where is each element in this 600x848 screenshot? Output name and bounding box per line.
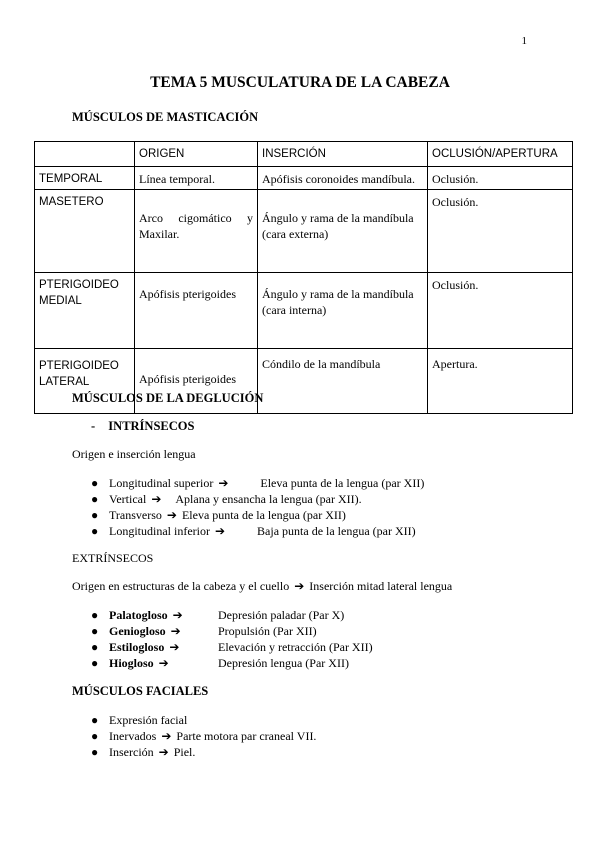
page-title: TEMA 5 MUSCULATURA DE LA CABEZA bbox=[150, 74, 450, 91]
item-desc: Depresión paladar (Par X) bbox=[218, 608, 345, 622]
arrow-right-icon: ➔ bbox=[161, 729, 172, 743]
arrow-right-icon: ➔ bbox=[169, 640, 180, 654]
insertion-line: (cara externa) bbox=[262, 227, 329, 241]
insertion-cell bbox=[258, 190, 428, 273]
insertion-line: Ángulo y rama de la mandíbula bbox=[262, 287, 414, 301]
table-header-row bbox=[35, 142, 573, 167]
list-item bbox=[91, 475, 424, 491]
origin-cell: Línea temporal. bbox=[135, 167, 258, 190]
item-name: Inserción bbox=[109, 745, 154, 759]
extrinsic-origin-a: Origen en estructuras de la cabeza y el cuello bbox=[72, 579, 290, 593]
bullet-icon: ● bbox=[91, 640, 99, 654]
mastication-heading: MÚSCULOS DE MASTICACIÓN bbox=[72, 110, 259, 124]
origin-cell bbox=[135, 190, 258, 273]
insertion-cell: Apófisis coronoides mandíbula. bbox=[258, 167, 428, 190]
item-name: Longitudinal inferior bbox=[109, 524, 210, 538]
item-name: Transverso bbox=[109, 508, 162, 522]
muscle-cell: TEMPORAL bbox=[35, 167, 135, 190]
item-desc: Piel. bbox=[173, 745, 196, 759]
bullet-icon: ● bbox=[91, 492, 99, 506]
list-item bbox=[91, 523, 424, 539]
bullet-icon: ● bbox=[91, 729, 99, 743]
facial-heading: MÚSCULOS FACIALES bbox=[72, 684, 209, 698]
page-number: 1 bbox=[521, 35, 527, 47]
intrinsic-subheading bbox=[91, 419, 194, 434]
intrinsic-heading: INTRÍNSECOS bbox=[108, 419, 195, 433]
dash-marker: - bbox=[91, 419, 96, 433]
list-item bbox=[91, 639, 373, 655]
action-cell: Oclusión. bbox=[428, 273, 573, 349]
bullet-icon: ● bbox=[91, 476, 99, 490]
item-desc: Eleva punta de la lengua (par XII) bbox=[181, 508, 346, 522]
origin-line: Maxilar. bbox=[139, 227, 180, 241]
list-item bbox=[91, 607, 345, 623]
bullet-icon: ● bbox=[91, 608, 99, 622]
bullet-icon: ● bbox=[91, 508, 99, 522]
origin-cell: Apófisis pterigoides bbox=[135, 273, 258, 349]
deglution-heading: MÚSCULOS DE LA DEGLUCIÓN bbox=[72, 391, 264, 405]
list-item bbox=[91, 712, 316, 728]
bullet-icon: ● bbox=[91, 745, 99, 759]
table-row bbox=[35, 167, 573, 190]
item-name: Expresión facial bbox=[109, 713, 188, 727]
action-cell: Oclusión. bbox=[428, 167, 573, 190]
arrow-right-icon: ➔ bbox=[218, 476, 229, 490]
extrinsic-heading: EXTRÍNSECOS bbox=[72, 551, 154, 565]
muscle-line: PTERIGOIDEO bbox=[39, 279, 119, 291]
insertion-cell: Cóndilo de la mandíbula bbox=[258, 349, 428, 414]
header-cell-insertion: INSERCIÓN bbox=[258, 142, 428, 167]
muscle-line: LATERAL bbox=[39, 376, 90, 388]
arrow-right-icon: ➔ bbox=[166, 508, 177, 522]
item-desc: Elevación y retracción (Par XII) bbox=[218, 640, 373, 654]
bullet-icon: ● bbox=[91, 656, 99, 670]
table-row bbox=[35, 273, 573, 349]
arrow-right-icon: ➔ bbox=[172, 608, 183, 622]
item-name: Hiogloso bbox=[109, 656, 154, 670]
bullet-icon: ● bbox=[91, 624, 99, 638]
insertion-line: (cara interna) bbox=[262, 303, 327, 317]
item-name: Palatogloso bbox=[109, 608, 168, 622]
item-name: Vertical bbox=[109, 492, 147, 506]
table-row bbox=[35, 190, 573, 273]
extrinsic-list bbox=[91, 607, 373, 671]
arrow-right-icon: ➔ bbox=[170, 624, 181, 638]
arrow-right-icon: ➔ bbox=[158, 745, 169, 759]
facial-list bbox=[91, 712, 316, 760]
item-name: Geniogloso bbox=[109, 624, 166, 638]
list-item bbox=[91, 623, 317, 639]
arrow-right-icon: ➔ bbox=[294, 579, 305, 593]
item-name: Estilogloso bbox=[109, 640, 165, 654]
item-name: Longitudinal superior bbox=[109, 476, 214, 490]
muscle-line: PTERIGOIDEO bbox=[39, 360, 119, 372]
action-cell: Oclusión. bbox=[428, 190, 573, 273]
bullet-icon: ● bbox=[91, 524, 99, 538]
item-desc: Eleva punta de la lengua (par XII) bbox=[260, 476, 425, 490]
arrow-right-icon: ➔ bbox=[158, 656, 169, 670]
arrow-right-icon: ➔ bbox=[151, 492, 162, 506]
intrinsic-list bbox=[91, 475, 424, 539]
insertion-cell bbox=[258, 273, 428, 349]
list-item bbox=[91, 491, 424, 507]
header-cell-action: OCLUSIÓN/APERTURA bbox=[428, 142, 573, 167]
list-item bbox=[91, 728, 316, 744]
item-desc: Parte motora par craneal VII. bbox=[176, 729, 317, 743]
list-item bbox=[91, 507, 424, 523]
bullet-icon: ● bbox=[91, 713, 99, 727]
action-cell: Apertura. bbox=[428, 349, 573, 414]
list-item bbox=[91, 744, 316, 760]
item-desc: Aplana y ensancha la lengua (par XII). bbox=[175, 492, 362, 506]
origin-line: Arco cigomático y bbox=[139, 211, 253, 225]
item-desc: Depresión lengua (Par XII) bbox=[218, 656, 349, 670]
header-cell-empty bbox=[35, 142, 135, 167]
muscle-line: MEDIAL bbox=[39, 295, 82, 307]
extrinsic-origin-b: Inserción mitad lateral lengua bbox=[309, 579, 453, 593]
header-cell-origin: ORIGEN bbox=[135, 142, 258, 167]
intrinsic-origin-text: Origen e inserción lengua bbox=[72, 447, 196, 461]
arrow-right-icon: ➔ bbox=[214, 524, 226, 538]
insertion-line: Ángulo y rama de la mandíbula bbox=[262, 211, 414, 225]
list-item bbox=[91, 655, 349, 671]
item-desc: Propulsión (Par XII) bbox=[218, 624, 317, 638]
origin-cell: Apófisis pterigoides bbox=[135, 349, 258, 414]
extrinsic-origin-text bbox=[72, 579, 452, 594]
mastication-table bbox=[34, 141, 573, 414]
muscle-cell: MASETERO bbox=[35, 190, 135, 273]
muscle-cell bbox=[35, 273, 135, 349]
item-desc: Baja punta de la lengua (par XII) bbox=[257, 524, 416, 538]
item-name: Inervados bbox=[109, 729, 157, 743]
